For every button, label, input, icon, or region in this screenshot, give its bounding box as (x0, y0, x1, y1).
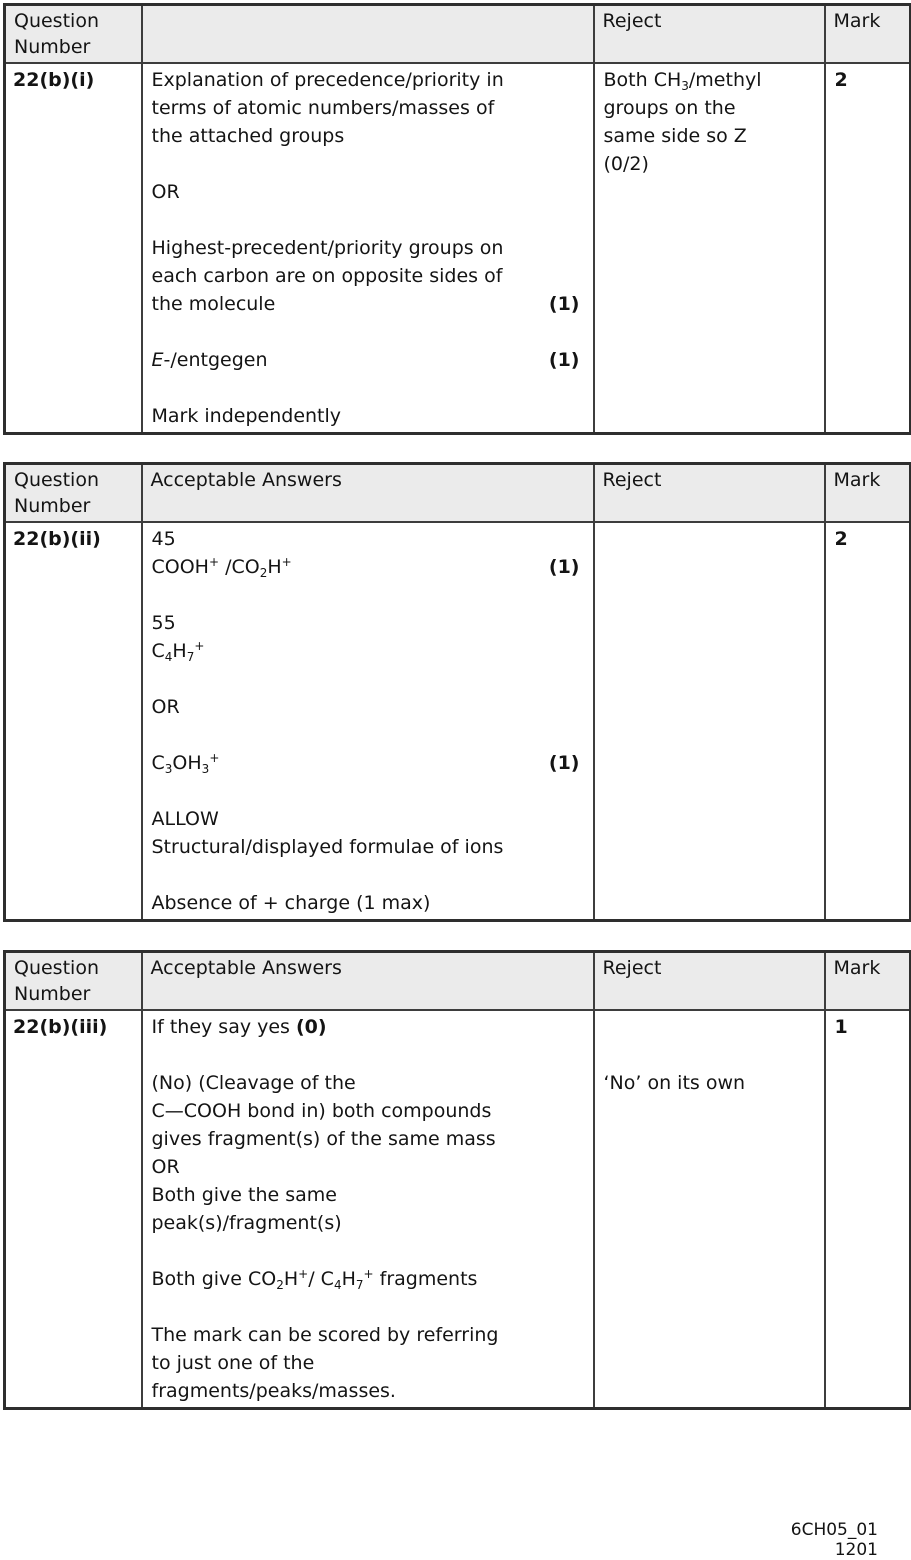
line-text: (0/2) (603, 153, 649, 175)
answer-line (152, 1125, 580, 1153)
column-header-question-number: Question Number (5, 464, 142, 523)
answer-line (152, 553, 580, 581)
answer-line (152, 1097, 580, 1125)
answer-line (152, 402, 580, 430)
line-text (152, 864, 158, 886)
line-text: gives fragment(s) of the same mass (151, 1128, 496, 1150)
mark-cell: 1 (825, 1010, 911, 1409)
line-text (152, 321, 158, 343)
table-header-row (5, 5, 911, 64)
answer-line (152, 1237, 580, 1265)
answer-line (152, 1265, 580, 1293)
line-text (152, 209, 158, 231)
line-text: ALLOW (151, 808, 219, 830)
answer-line (152, 889, 580, 917)
reject-line (604, 1041, 811, 1069)
answer-line (152, 290, 580, 318)
answer-line (152, 66, 580, 94)
line-text: E-/entgegen (151, 349, 268, 371)
column-header-reject: Reject (594, 5, 825, 64)
line-text: fragments/peaks/masses. (151, 1380, 396, 1402)
reject-cell (594, 1010, 825, 1409)
reject-line (604, 1013, 811, 1041)
mark-scheme-table-22bi (3, 3, 911, 435)
mark-scheme-table-22biii (3, 950, 911, 1410)
line-text (152, 584, 158, 606)
answer-line (152, 777, 580, 805)
answer-line (152, 833, 580, 861)
line-text: 45 (151, 528, 176, 550)
answer-line (152, 1321, 580, 1349)
answer-line (152, 805, 580, 833)
table-body-row (5, 63, 911, 434)
line-text: the attached groups (151, 125, 345, 147)
line-text (152, 1240, 158, 1262)
line-text: $C_3OH_3^+$ (151, 751, 220, 776)
line-text (152, 1296, 158, 1318)
line-text: $C_4H_7^+$ (151, 639, 205, 664)
table-header-row (5, 952, 911, 1011)
acceptable-answers-cell (142, 1010, 594, 1409)
reject-cell (594, 522, 825, 921)
line-text: (No) (Cleavage of the (151, 1072, 356, 1094)
reject-line (604, 66, 811, 94)
mark-cell: 2 (825, 63, 911, 434)
answer-line (152, 609, 580, 637)
column-header-acceptable-answers: Acceptable Answers (142, 464, 594, 523)
session-code: 1201 (834, 1540, 878, 1560)
line-text (152, 724, 158, 746)
mark-cell: 2 (825, 522, 911, 921)
line-text: The mark can be scored by referring (151, 1324, 499, 1346)
answer-line (152, 581, 580, 609)
line-text: Both give the same (151, 1184, 337, 1206)
paper-code: 6CH05_01 (790, 1520, 878, 1540)
column-header-mark: Mark (825, 5, 911, 64)
line-text: Explanation of precedence/priority in (151, 69, 504, 91)
reject-line (604, 94, 811, 122)
line-text: If they say yes (0) (151, 1016, 327, 1038)
answer-line (152, 374, 580, 402)
line-text: each carbon are on opposite sides of (151, 265, 503, 287)
line-text: the molecule (151, 293, 276, 315)
question-number-cell: 22(b)(ii) (5, 522, 142, 921)
answer-line (152, 206, 580, 234)
answer-line (152, 234, 580, 262)
line-text (152, 668, 158, 690)
line-text: Mark independently (151, 405, 342, 427)
line-text (604, 1016, 610, 1038)
line-text: Structural/displayed formulae of ions (151, 836, 504, 858)
reject-line (604, 1069, 811, 1097)
answer-line (152, 122, 580, 150)
answer-line (152, 665, 580, 693)
mark-point-label: (1) (548, 752, 580, 774)
column-header-mark: Mark (825, 952, 911, 1011)
answer-line (152, 1153, 580, 1181)
answer-line (152, 1377, 580, 1405)
answer-line (152, 1209, 580, 1237)
answer-line (152, 1013, 580, 1041)
acceptable-answers-cell (142, 63, 594, 434)
answer-line (152, 1041, 580, 1069)
column-header-question-number: Question Number (5, 5, 142, 64)
column-header-reject: Reject (594, 952, 825, 1011)
mark-scheme-table-22bii (3, 462, 911, 922)
line-text: groups on the (603, 97, 736, 119)
page-footer (791, 1520, 878, 1560)
mark-point-label: (1) (548, 556, 580, 578)
column-header-acceptable-answers: Acceptable Answers (142, 952, 594, 1011)
question-number-cell: 22(b)(i) (5, 63, 142, 434)
answer-line (152, 1293, 580, 1321)
line-text (152, 780, 158, 802)
line-text: C—COOH bond in) both compounds (151, 1100, 492, 1122)
answer-line (152, 262, 580, 290)
acceptable-answers-cell (142, 522, 594, 921)
reject-cell (594, 63, 825, 434)
line-text (152, 1044, 158, 1066)
line-text: Absence of + charge (1 max) (151, 892, 431, 914)
line-text: OR (151, 1156, 180, 1178)
answer-line (152, 94, 580, 122)
table-header-row (5, 464, 911, 523)
answer-line (152, 525, 580, 553)
table-body-row (5, 522, 911, 921)
reject-line (604, 150, 811, 178)
answer-line (152, 861, 580, 889)
line-text: ‘No’ on its own (603, 1072, 746, 1094)
line-text: COOH+ $/CO_2H^+$ (151, 555, 292, 580)
line-text: to just one of the (151, 1352, 315, 1374)
line-text: Highest-precedent/priority groups on (151, 237, 504, 259)
reject-line (604, 122, 811, 150)
line-text (152, 153, 158, 175)
table-gap (3, 435, 911, 462)
answer-line (152, 1181, 580, 1209)
line-text: OR (151, 181, 180, 203)
column-header-question-number: Question Number (5, 952, 142, 1011)
table-body-row (5, 1010, 911, 1409)
column-header-reject: Reject (594, 464, 825, 523)
column-header-mark: Mark (825, 464, 911, 523)
line-text: Both give $CO_2H^+/$ $C_4H_7^+$ fragments (151, 1267, 478, 1292)
answer-line (152, 637, 580, 665)
line-text: 55 (151, 612, 176, 634)
line-text (604, 1044, 610, 1066)
answer-line (152, 346, 580, 374)
line-text: OR (151, 696, 180, 718)
answer-line (152, 1349, 580, 1377)
question-number-cell: 22(b)(iii) (5, 1010, 142, 1409)
answer-line (152, 178, 580, 206)
line-text: terms of atomic numbers/masses of (151, 97, 495, 119)
column-header-acceptable-answers (142, 5, 594, 64)
line-text: peak(s)/fragment(s) (151, 1212, 342, 1234)
answer-line (152, 318, 580, 346)
answer-line (152, 150, 580, 178)
answer-line (152, 693, 580, 721)
answer-line (152, 1069, 580, 1097)
line-text (152, 377, 158, 399)
answer-line (152, 749, 580, 777)
mark-point-label: (1) (548, 349, 580, 371)
line-text: same side so Z (603, 125, 747, 147)
answer-line (152, 721, 580, 749)
line-text: Both $CH_3$/methyl (603, 69, 762, 93)
mark-point-label: (1) (548, 293, 580, 315)
table-gap (3, 922, 911, 950)
